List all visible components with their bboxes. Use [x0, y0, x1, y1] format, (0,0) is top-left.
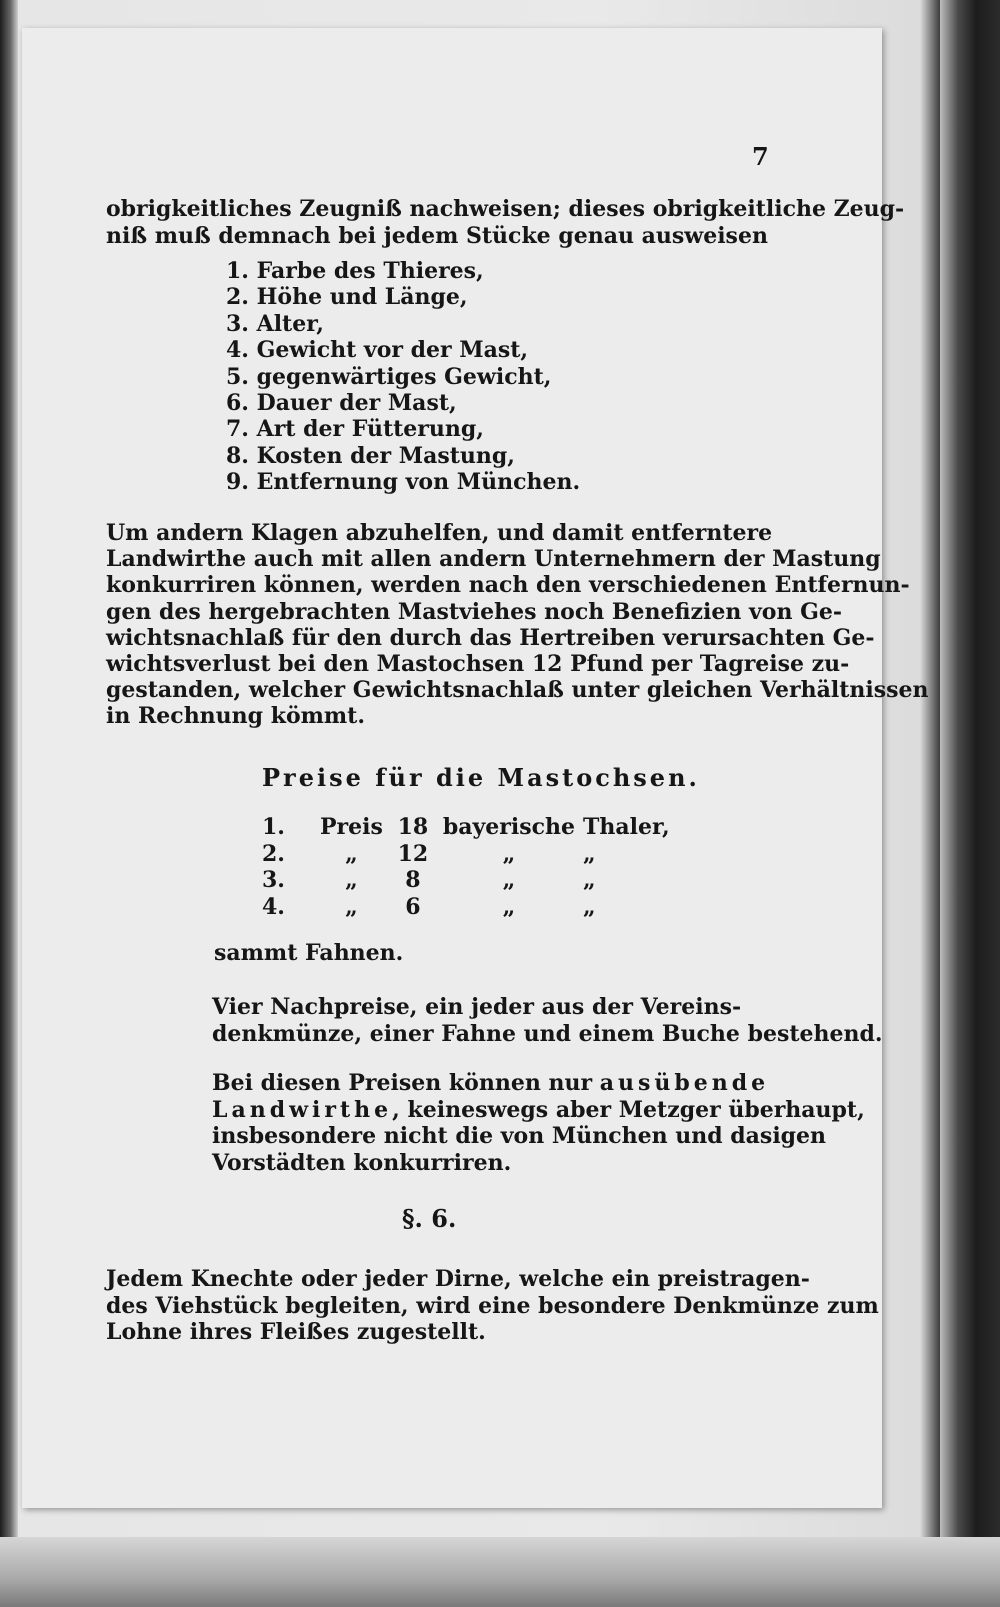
text-line: gen des hergebrachten Mastviehes noch Benefizien von Ge- [106, 598, 843, 625]
prize-currency: „ [583, 840, 596, 867]
prize-number: 2. [262, 840, 285, 867]
book-binding-edge [0, 0, 18, 1607]
prize-number: 1. [262, 814, 285, 840]
list-item: 5. gegenwärtiges Gewicht, [226, 363, 552, 390]
table-row [262, 814, 678, 841]
prize-currency-adjective: „ [502, 867, 516, 893]
text-line: wichtsverlust bei den Mastochsen 12 Pfund per Tagreise zu- [106, 651, 850, 678]
text-line: obrigkeitliches Zeugniß nachweisen; dieses obrigkeitliche Zeug- [106, 196, 905, 222]
section-heading: §. 6. [402, 1204, 457, 1233]
prize-currency-adjective: „ [502, 840, 516, 867]
page-number: 7 [752, 142, 769, 171]
prices-footer: sammt Fahnen. [214, 940, 404, 966]
prize-amount: 6 [405, 893, 421, 920]
table-row [262, 894, 678, 921]
text-line: in Rechnung kömmt. [106, 703, 366, 730]
text-line [212, 1070, 865, 1097]
list-item: 6. Dauer der Mast, [226, 390, 457, 417]
criteria-list [226, 258, 580, 496]
list-item: 2. Höhe und Länge, [226, 284, 468, 311]
text-line: Vier Nachpreise, ein jeder aus der Vereins- [212, 994, 742, 1020]
prize-word: „ [345, 893, 358, 920]
consolation-prizes-paragraph [212, 994, 883, 1047]
list-item: 1. Farbe des Thieres, [226, 258, 484, 284]
prize-currency: Thaler, [583, 814, 670, 840]
prize-currency-adjective: „ [502, 893, 516, 920]
table-row [262, 841, 678, 868]
text-line: wichtsnachlaß für den durch das Hertreiben verursachten Ge- [106, 624, 875, 651]
page-bottom-edge [0, 1537, 1000, 1607]
prize-number: 4. [262, 893, 285, 920]
book-page [22, 28, 929, 1508]
prize-amount: 18 [397, 814, 429, 840]
text-line: insbesondere nicht die von München und dasigen [212, 1123, 827, 1149]
prices-heading: Preise für die Mastochsen. [262, 763, 700, 792]
eligibility-paragraph [212, 1070, 865, 1176]
text-line: denkmünze, einer Fahne und einem Buche bestehend. [212, 1020, 883, 1047]
prize-amount: 12 [397, 840, 429, 867]
prize-currency-adjective: bayerische [442, 814, 576, 840]
text-line: des Viehstück begleiten, wird eine besondere Denkmünze zum [106, 1292, 879, 1319]
prize-number: 3. [262, 867, 285, 893]
text-line [212, 1097, 865, 1124]
text-line: Lohne ihres Fleißes zugestellt. [106, 1319, 486, 1345]
text-line: Jedem Knechte oder jeder Dirne, welche ein preistragen- [106, 1266, 810, 1292]
list-item: 7. Art der Fütterung, [226, 416, 484, 443]
text-segment: , keineswegs aber Metzger überhaupt, [392, 1096, 865, 1123]
prize-amount: 8 [405, 867, 421, 893]
servant-medal-paragraph [106, 1266, 879, 1346]
text-line: gestanden, welcher Gewichtsnachlaß unter gleichen Verhältnissen [106, 677, 929, 704]
prize-word: „ [345, 840, 358, 867]
intro-paragraph [106, 196, 904, 249]
text-line: Um andern Klagen abzuhelfen, und damit entferntere [106, 520, 773, 546]
prize-word: Preis [320, 814, 383, 840]
emphasized-text: Landwirthe [212, 1096, 393, 1123]
prices-table [262, 814, 678, 920]
list-item: 8. Kosten der Mastung, [226, 442, 515, 469]
list-item: 4. Gewicht vor der Mast, [226, 337, 529, 364]
list-item: 3. Alter, [226, 310, 324, 337]
list-item: 9. Entfernung von München. [226, 469, 581, 496]
weight-allowance-paragraph [106, 520, 929, 730]
book-cover-edge [940, 0, 1000, 1607]
text-line: konkurriren können, werden nach den verschiedenen Entfernun- [106, 572, 910, 599]
text-line: Landwirthe auch mit allen andern Unternehmern der Mastung [106, 546, 881, 573]
table-row [262, 867, 678, 894]
text-segment: Bei diesen Preisen können nur [212, 1070, 600, 1096]
text-line: niß muß demnach bei jedem Stücke genau ausweisen [106, 222, 768, 249]
emphasized-text: ausübende [599, 1070, 770, 1096]
prize-currency: „ [583, 867, 596, 893]
prize-word: „ [345, 867, 358, 893]
text-line: Vorstädten konkurriren. [212, 1149, 512, 1176]
prize-currency: „ [583, 893, 596, 920]
